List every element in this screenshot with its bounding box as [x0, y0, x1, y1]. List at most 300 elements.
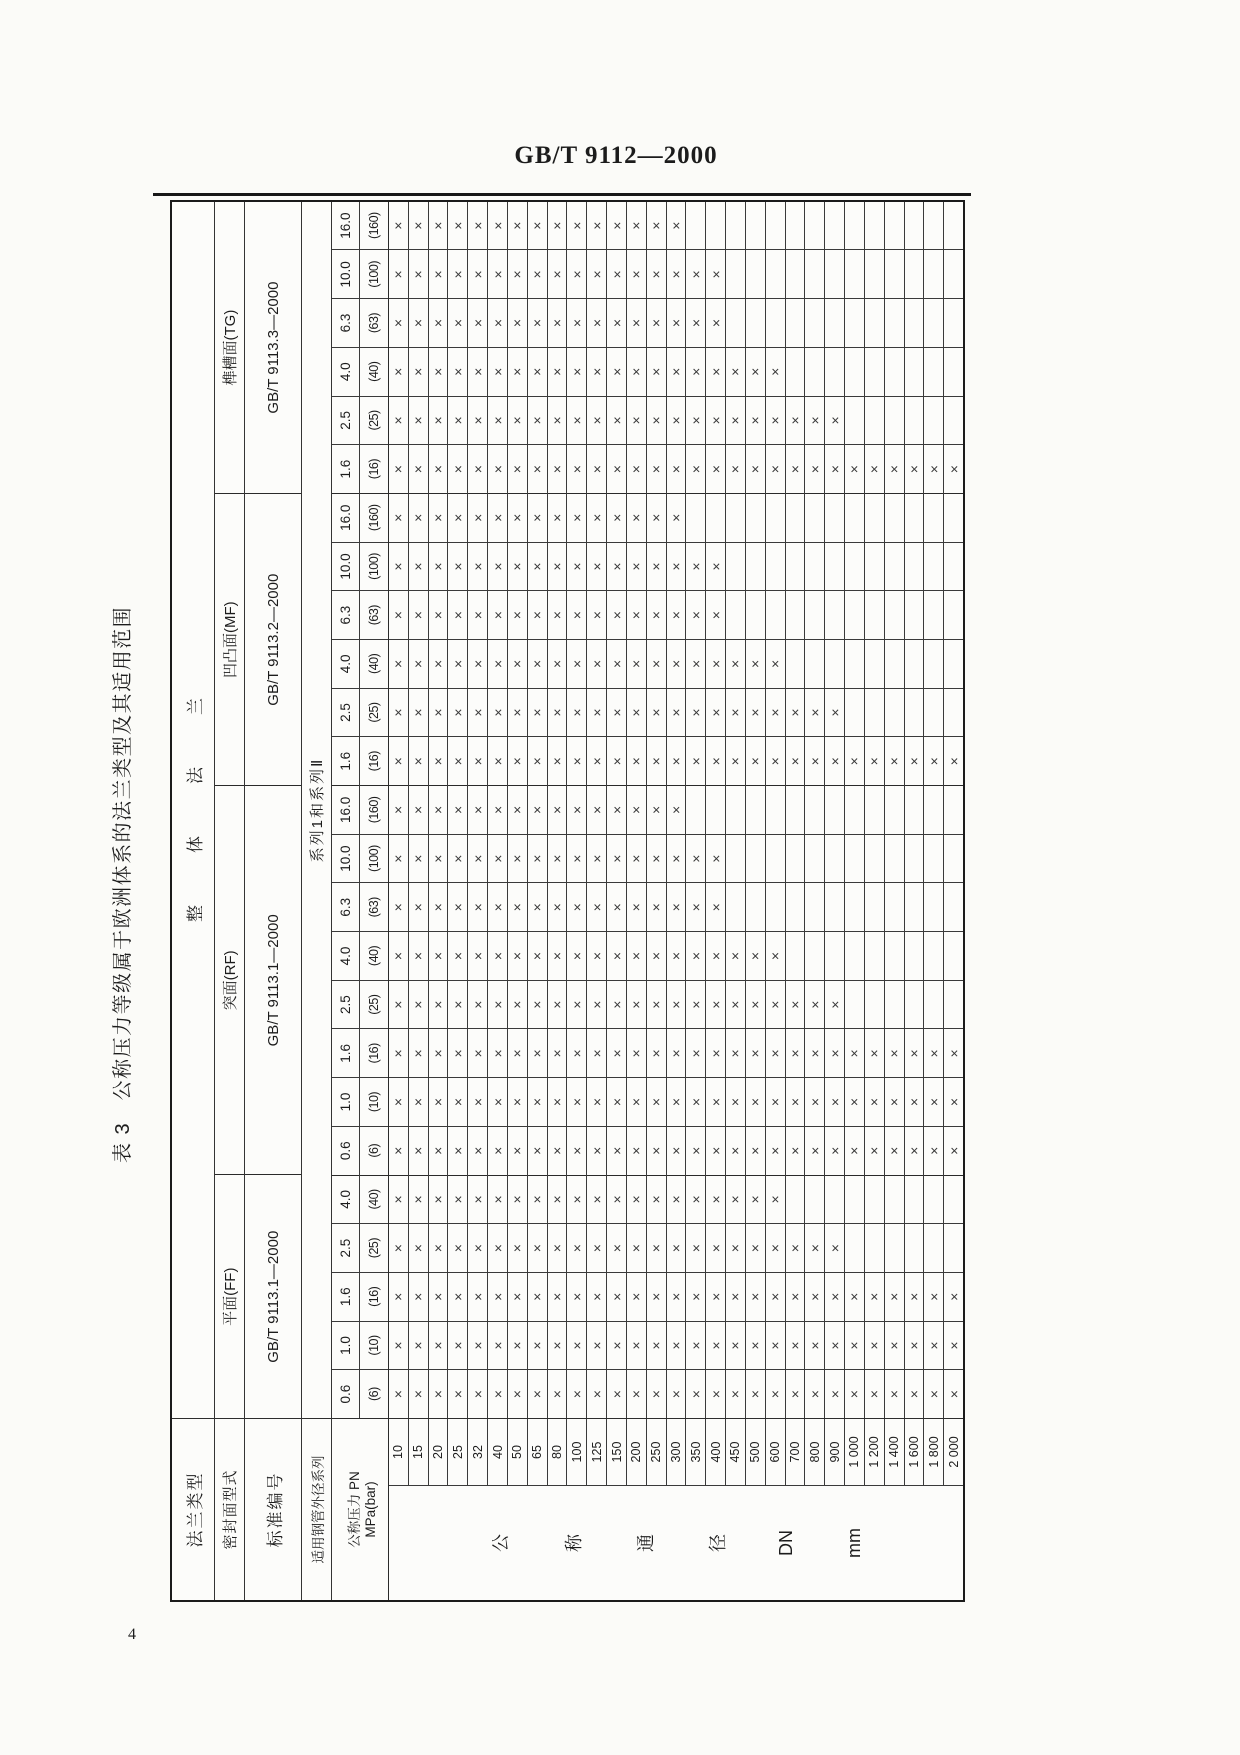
grid-cell: ×: [429, 250, 448, 299]
grid-cell: [885, 639, 904, 688]
grid-cell: ×: [508, 1126, 527, 1176]
grid-cell: ×: [468, 1175, 487, 1224]
grid-cell: ×: [706, 1223, 725, 1272]
grid-cell: ×: [944, 1321, 963, 1370]
grid-cell: ×: [567, 542, 586, 591]
grid-cell: ×: [429, 1175, 448, 1224]
grid-cell: ×: [508, 1077, 527, 1126]
grid-cell: ×: [667, 250, 686, 299]
grid-cell: ×: [667, 1272, 686, 1321]
grid-cell: ×: [488, 590, 507, 639]
grid-cell: [845, 1175, 864, 1224]
grid-cell: ×: [726, 1077, 745, 1126]
grid-cell: ×: [567, 688, 586, 737]
grid-cell: ×: [706, 542, 725, 591]
grid-cell: ×: [488, 931, 507, 980]
grid-cell: [825, 639, 844, 688]
grid-cell: ×: [686, 396, 705, 445]
grid-cell: [905, 1223, 924, 1272]
grid-cell: ×: [786, 1321, 805, 1370]
grid-cell: ×: [786, 1223, 805, 1272]
grid-cell: ×: [587, 1272, 606, 1321]
grid-cell: ×: [647, 590, 666, 639]
grid-cell: ×: [667, 590, 686, 639]
grid-cell: ×: [766, 1223, 785, 1272]
grid-row: [885, 202, 905, 1418]
grid-cell: [944, 834, 963, 883]
grid-cell: [885, 542, 904, 591]
grid-cell: [805, 882, 824, 931]
grid-cell: ×: [448, 639, 467, 688]
grid-cell: [825, 882, 844, 931]
pressure-mpa-cell: 10.0: [332, 542, 359, 591]
grid-cell: ×: [786, 1077, 805, 1126]
standard-no-value: GB/T 9113.1—2000: [245, 1174, 301, 1418]
grid-cell: ×: [508, 1175, 527, 1224]
grid-cell: ×: [746, 1175, 765, 1224]
grid-cell: ×: [726, 1126, 745, 1176]
grid-cell: ×: [587, 736, 606, 786]
pressure-bar-cell: (16): [360, 444, 388, 494]
grid-cell: ×: [706, 1126, 725, 1176]
grid-cell: ×: [409, 882, 428, 931]
grid-cell: ×: [726, 639, 745, 688]
grid-cell: [944, 250, 963, 299]
grid-cell: ×: [746, 980, 765, 1029]
grid-row: [627, 202, 647, 1418]
grid-cell: [905, 1175, 924, 1224]
grid-cell: ×: [726, 736, 745, 786]
grid-cell: ×: [726, 1029, 745, 1078]
pressure-bar-cell: (10): [360, 1321, 388, 1370]
pressure-mpa-cell: 0.6: [332, 1126, 359, 1176]
grid-cell: [944, 347, 963, 396]
grid-cell: [905, 347, 924, 396]
grid-cell: ×: [726, 1223, 745, 1272]
grid-cell: ×: [905, 1369, 924, 1418]
grid-cell: [805, 590, 824, 639]
grid-cell: [905, 250, 924, 299]
grid-cell: ×: [429, 347, 448, 396]
grid-cell: ×: [409, 1175, 428, 1224]
dn-value-cell: 1 000: [845, 1419, 865, 1485]
grid-cell: [944, 931, 963, 980]
grid-cell: ×: [746, 1369, 765, 1418]
grid-cell: [885, 202, 904, 250]
grid-cell: [845, 931, 864, 980]
grid-cell: ×: [448, 542, 467, 591]
grid-cell: ×: [409, 834, 428, 883]
grid-cell: [825, 785, 844, 834]
pressure-bar-cell: (16): [360, 1272, 388, 1321]
grid-cell: ×: [607, 785, 626, 834]
grid-cell: ×: [924, 444, 943, 494]
grid-cell: ×: [429, 444, 448, 494]
grid-cell: ×: [429, 736, 448, 786]
standard-no-row: [245, 202, 302, 1600]
grid-cell: [905, 882, 924, 931]
grid-cell: ×: [567, 1272, 586, 1321]
grid-cell: ×: [627, 1369, 646, 1418]
grid-cell: ×: [825, 1272, 844, 1321]
pressure-mpa-cell: 1.0: [332, 1077, 359, 1126]
grid-cell: [746, 202, 765, 250]
grid-cell: ×: [726, 1369, 745, 1418]
grid-cell: ×: [805, 1029, 824, 1078]
grid-cell: ×: [587, 980, 606, 1029]
grid-cell: ×: [607, 1029, 626, 1078]
grid-cell: ×: [587, 250, 606, 299]
grid-cell: ×: [548, 1029, 567, 1078]
dn-value-cell: 125: [587, 1419, 607, 1485]
grid-row: [548, 202, 568, 1418]
grid-cell: [885, 250, 904, 299]
grid-cell: [924, 1175, 943, 1224]
grid-cell: [805, 931, 824, 980]
grid-cell: ×: [924, 1126, 943, 1176]
grid-cell: [944, 542, 963, 591]
grid-cell: ×: [567, 736, 586, 786]
grid-cell: ×: [528, 298, 547, 347]
grid-cell: ×: [567, 980, 586, 1029]
grid-cell: [944, 202, 963, 250]
grid-cell: ×: [905, 1321, 924, 1370]
grid-cell: ×: [488, 1223, 507, 1272]
grid-cell: ×: [528, 250, 547, 299]
grid-cell: ×: [409, 347, 428, 396]
grid-cell: ×: [389, 590, 408, 639]
grid-cell: [924, 882, 943, 931]
grid-cell: ×: [429, 1029, 448, 1078]
grid-cell: ×: [409, 1321, 428, 1370]
grid-cell: ×: [746, 1223, 765, 1272]
grid-cell: ×: [607, 396, 626, 445]
grid-cell: ×: [448, 396, 467, 445]
grid-cell: [865, 1223, 884, 1272]
grid-cell: ×: [766, 1321, 785, 1370]
grid-cell: ×: [647, 639, 666, 688]
pressure-bar-cell: (40): [360, 639, 388, 688]
grid-cell: [924, 542, 943, 591]
grid-cell: ×: [647, 1272, 666, 1321]
grid-cell: ×: [548, 639, 567, 688]
grid-cell: [825, 493, 844, 542]
grid-cell: ×: [587, 542, 606, 591]
grid-cell: ×: [528, 980, 547, 1029]
grid-cell: ×: [667, 736, 686, 786]
grid-cell: [805, 542, 824, 591]
grid-cell: [825, 590, 844, 639]
grid-cell: [845, 396, 864, 445]
grid-cell: [885, 1223, 904, 1272]
pressure-bar-cell: (100): [360, 542, 388, 591]
grid-cell: ×: [628, 221, 645, 230]
grid-cell: ×: [567, 931, 586, 980]
grid-cell: ×: [409, 493, 428, 542]
grid-cell: ×: [448, 736, 467, 786]
grid-cell: [845, 1223, 864, 1272]
grid-cell: [865, 1175, 884, 1224]
grid-cell: ×: [409, 590, 428, 639]
grid-cell: [924, 1223, 943, 1272]
grid-cell: ×: [726, 1321, 745, 1370]
pressure-mpa-subrow: [332, 202, 360, 1418]
grid-cell: ×: [429, 882, 448, 931]
grid-cell: ×: [508, 444, 527, 494]
grid-cell: [786, 250, 805, 299]
grid-cell: ×: [845, 1077, 864, 1126]
grid-cell: ×: [627, 1272, 646, 1321]
grid-cell: ×: [647, 444, 666, 494]
grid-cell: ×: [766, 396, 785, 445]
grid-cell: ×: [488, 688, 507, 737]
pipe-series-label: 适用钢管外径系列: [302, 1418, 331, 1600]
grid-row: [905, 202, 925, 1418]
grid-cell: [905, 493, 924, 542]
grid-cell: [786, 542, 805, 591]
grid-cell: ×: [766, 1077, 785, 1126]
grid-cell: ×: [567, 639, 586, 688]
grid-cell: ×: [905, 1126, 924, 1176]
grid-cell: [944, 980, 963, 1029]
grid-cell: ×: [706, 298, 725, 347]
dn-value-cell: 80: [548, 1419, 568, 1485]
grid-cell: ×: [389, 1126, 408, 1176]
grid-cell: ×: [647, 1126, 666, 1176]
grid-cell: ×: [429, 688, 448, 737]
grid-cell: ×: [548, 688, 567, 737]
grid-cell: ×: [607, 980, 626, 1029]
pressure-bar-cell: (100): [360, 834, 388, 883]
pipe-series-value: 系列1和系列Ⅱ: [309, 757, 326, 863]
grid-cell: [885, 980, 904, 1029]
standard-no-value: GB/T 9113.2—2000: [245, 493, 301, 786]
grid-cell: ×: [746, 639, 765, 688]
grid-cell: ×: [448, 347, 467, 396]
grid-cell: ×: [587, 639, 606, 688]
grid-cell: ×: [706, 444, 725, 494]
grid-cell: ×: [389, 834, 408, 883]
sealing-face-value: 平面(FF): [215, 1174, 244, 1418]
grid-cell: ×: [508, 250, 527, 299]
pressure-bar-cell: (25): [360, 980, 388, 1029]
pressure-mpa-cell: 1.6: [332, 444, 359, 494]
grid-cell: [845, 688, 864, 737]
grid-cell: ×: [865, 1321, 884, 1370]
grid-cell: ×: [389, 1029, 408, 1078]
grid-cell: ×: [766, 347, 785, 396]
grid-cell: ×: [389, 347, 408, 396]
grid-cell: ×: [567, 785, 586, 834]
grid-cell: ×: [647, 785, 666, 834]
pressure-bar-cell: (16): [360, 1029, 388, 1078]
pressure-bar-cell: (16): [360, 736, 388, 786]
grid-cell: ×: [905, 736, 924, 786]
grid-cell: [845, 639, 864, 688]
grid-cell: ×: [766, 931, 785, 980]
grid-cell: ×: [587, 1369, 606, 1418]
grid-cell: ×: [905, 1029, 924, 1078]
grid-row: [528, 202, 548, 1418]
grid-cell: ×: [667, 444, 686, 494]
grid-cell: [865, 688, 884, 737]
grid-cell: ×: [805, 1223, 824, 1272]
grid-cell: ×: [508, 785, 527, 834]
grid-cell: [924, 785, 943, 834]
pressure-mpa-cell: 16.0: [332, 785, 359, 834]
pressure-mpa-cell: 6.3: [332, 590, 359, 639]
grid-cell: ×: [706, 882, 725, 931]
grid-cell: ×: [607, 931, 626, 980]
grid-cell: [845, 298, 864, 347]
grid-cell: ×: [587, 298, 606, 347]
grid-cell: ×: [667, 396, 686, 445]
grid-cell: ×: [825, 980, 844, 1029]
grid-cell: [805, 834, 824, 883]
grid-cell: ×: [587, 590, 606, 639]
grid-cell: ×: [825, 1077, 844, 1126]
grid-cell: ×: [448, 1223, 467, 1272]
grid-cell: ×: [508, 1223, 527, 1272]
grid-cell: ×: [607, 1369, 626, 1418]
grid-cell: ×: [567, 834, 586, 883]
grid-cell: ×: [746, 688, 765, 737]
grid-cell: [805, 202, 824, 250]
grid-cell: ×: [508, 1369, 527, 1418]
table-title: 表 3 公称压力等级属于欧洲体系的法兰类型及其适用范围: [112, 605, 134, 1163]
grid-cell: ×: [607, 444, 626, 494]
grid-cell: ×: [746, 1029, 765, 1078]
pressure-bar-cell: (63): [360, 298, 388, 347]
grid-cell: [726, 202, 745, 250]
grid-cell: ×: [488, 250, 507, 299]
grid-cell: [885, 396, 904, 445]
grid-row: [587, 202, 607, 1418]
grid-cell: [944, 1223, 963, 1272]
grid-cell: ×: [468, 1126, 487, 1176]
pressure-bar-cell: (25): [360, 396, 388, 445]
grid-cell: [786, 834, 805, 883]
grid-cell: ×: [746, 736, 765, 786]
grid-cell: ×: [865, 1029, 884, 1078]
grid-cell: [746, 542, 765, 591]
grid-cell: ×: [567, 493, 586, 542]
nominal-pressure-label: [332, 1418, 388, 1600]
grid-cell: ×: [805, 1077, 824, 1126]
grid-cell: ×: [468, 1321, 487, 1370]
pressure-bar-cell: (63): [360, 882, 388, 931]
dn-header-char: 通: [635, 1534, 656, 1552]
grid-cell: ×: [766, 639, 785, 688]
pressure-bar-subrow: [360, 202, 388, 1418]
grid-cell: [944, 590, 963, 639]
grid-cell: ×: [607, 298, 626, 347]
grid-cell: ×: [786, 444, 805, 494]
grid-cell: ×: [706, 1029, 725, 1078]
grid-cell: ×: [706, 347, 725, 396]
grid-cell: ×: [825, 1029, 844, 1078]
grid-cell: [865, 590, 884, 639]
grid-cell: ×: [528, 639, 547, 688]
grid-cell: ×: [448, 1175, 467, 1224]
grid-cell: ×: [686, 444, 705, 494]
grid-cell: ×: [647, 542, 666, 591]
grid-cell: [726, 882, 745, 931]
grid-cell: ×: [468, 396, 487, 445]
grid-row: [924, 202, 944, 1418]
grid-cell: [845, 202, 864, 250]
grid-cell: [885, 590, 904, 639]
grid-cell: ×: [686, 882, 705, 931]
grid-cell: [805, 785, 824, 834]
grid-cell: ×: [726, 1175, 745, 1224]
grid-row: [805, 202, 825, 1418]
grid-cell: ×: [607, 639, 626, 688]
grid-cell: ×: [389, 542, 408, 591]
grid-row: [766, 202, 786, 1418]
grid-cell: [885, 931, 904, 980]
grid-cell: ×: [924, 1272, 943, 1321]
grid-cell: ×: [667, 785, 686, 834]
grid-cell: ×: [746, 1321, 765, 1370]
grid-cell: ×: [548, 298, 567, 347]
grid-cell: ×: [686, 931, 705, 980]
grid-cell: [746, 882, 765, 931]
grid-cell: ×: [508, 1272, 527, 1321]
dn-value-cell: 32: [468, 1419, 488, 1485]
grid-cell: ×: [905, 1272, 924, 1321]
dn-value-cell: 150: [607, 1419, 627, 1485]
pressure-mpa-cell: 4.0: [332, 347, 359, 396]
grid-cell: ×: [647, 736, 666, 786]
grid-cell: ×: [627, 542, 646, 591]
grid-cell: ×: [508, 834, 527, 883]
sealing-face-value: 突面(RF): [215, 785, 244, 1175]
grid-cell: [845, 542, 864, 591]
grid-cell: ×: [548, 347, 567, 396]
grid-cell: ×: [825, 688, 844, 737]
grid-cell: ×: [448, 1272, 467, 1321]
grid-row: [686, 202, 706, 1418]
pressure-bar-cell: (40): [360, 347, 388, 396]
grid-cell: ×: [528, 931, 547, 980]
dn-value-cell: 65: [528, 1419, 548, 1485]
pressure-bar-cell: (6): [360, 1369, 388, 1418]
grid-row: [508, 202, 528, 1418]
grid-cell: ×: [667, 639, 686, 688]
grid-cell: ×: [706, 736, 725, 786]
dn-value-cell: 200: [627, 1419, 647, 1485]
grid-cell: ×: [389, 639, 408, 688]
grid-cell: ×: [548, 931, 567, 980]
grid-cell: ×: [448, 1321, 467, 1370]
grid-cell: [825, 834, 844, 883]
grid-cell: ×: [488, 785, 507, 834]
grid-cell: ×: [825, 736, 844, 786]
grid-cell: [865, 639, 884, 688]
grid-cell: ×: [389, 931, 408, 980]
grid-cell: [924, 202, 943, 250]
grid-cell: ×: [667, 688, 686, 737]
grid-cell: ×: [706, 250, 725, 299]
grid-cell: [924, 980, 943, 1029]
grid-cell: ×: [489, 221, 506, 230]
grid-cell: ×: [429, 931, 448, 980]
grid-cell: ×: [567, 1369, 586, 1418]
grid-cell: ×: [647, 493, 666, 542]
dn-value-cell: 50: [508, 1419, 528, 1485]
grid-cell: ×: [647, 1223, 666, 1272]
